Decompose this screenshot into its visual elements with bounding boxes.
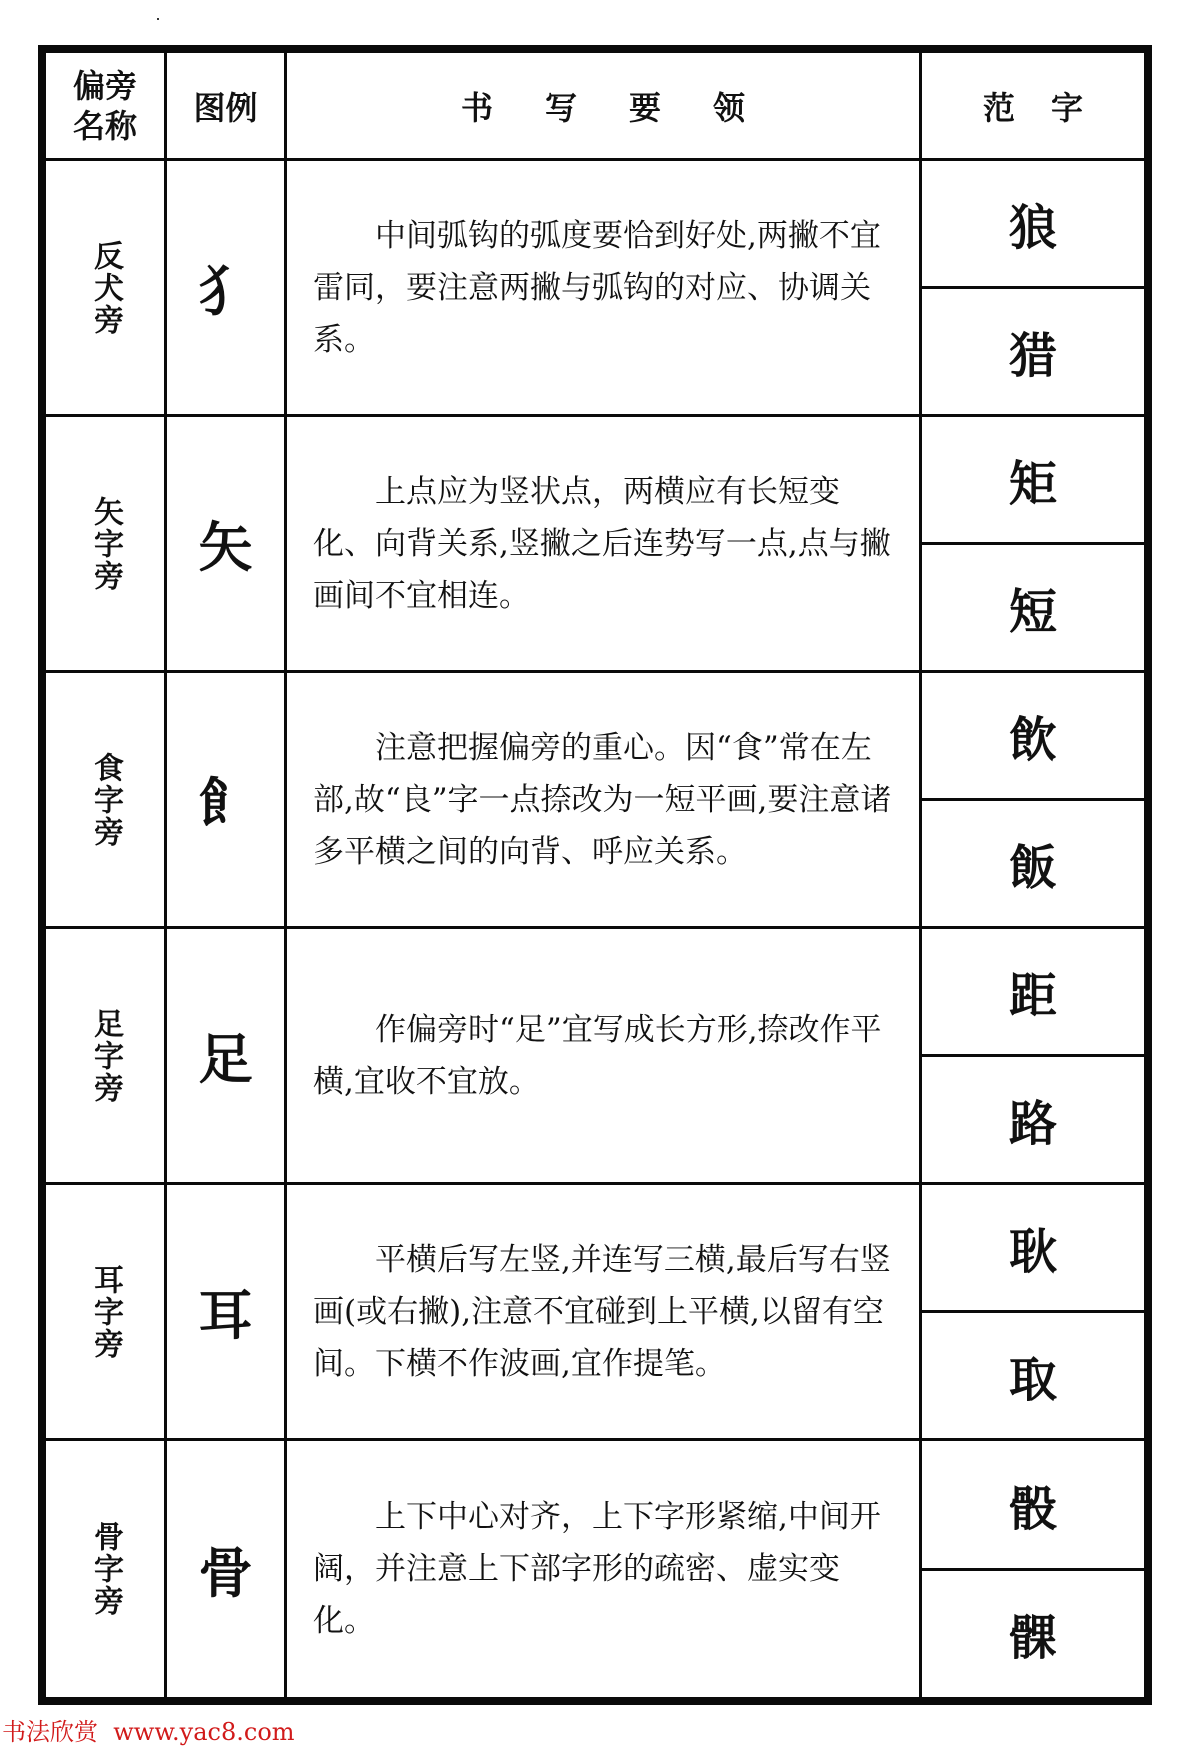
sample-char: 取 — [922, 1310, 1144, 1438]
example-cell — [167, 1185, 287, 1441]
guide-text: 注意把握偏旁的重心。因“食”常在左部,故“良”字一点捺改为一短平画,要注意诸多平横之间的向背、呼应关系。 — [313, 729, 892, 870]
guide-cell — [287, 929, 922, 1185]
guide-cell — [287, 1441, 922, 1697]
radical-example-glyph: 矢 — [198, 515, 253, 579]
radical-name: 反犬旁 — [88, 239, 123, 336]
radical-name: 食字旁 — [88, 751, 123, 848]
header-writing-guide — [287, 53, 922, 161]
sample-char: 飯 — [922, 798, 1144, 926]
radical-name-cell — [46, 1441, 167, 1697]
header-guide-char: 写 — [544, 88, 577, 127]
radical-example-glyph: 骨 — [198, 1540, 253, 1605]
header-sample-char: 范 — [982, 88, 1015, 127]
header-guide-char: 要 — [629, 88, 662, 127]
guide-text: 平横后写左竖,并连写三横,最后写右竖画(或右撇),注意不宜碰到上平横,以留有空间。下横不作波画,宜作提笔。 — [313, 1241, 891, 1382]
radical-name: 矢字旁 — [88, 495, 123, 592]
guide-text: 上下中心对齐，上下字形紧缩,中间开阔，并注意上下部字形的疏密、虚实变化。 — [313, 1499, 881, 1639]
samples-cell — [922, 1185, 1144, 1441]
radical-guide-table — [38, 45, 1152, 1705]
samples-cell — [922, 417, 1144, 673]
samples-cell — [922, 673, 1144, 929]
guide-cell — [287, 1185, 922, 1441]
example-cell — [167, 1441, 287, 1697]
samples-cell — [922, 929, 1144, 1185]
sample-char: 飲 — [1008, 712, 1057, 768]
guide-cell — [287, 161, 922, 417]
sample-char: 猎 — [922, 286, 1144, 414]
radical-name-cell — [46, 929, 167, 1185]
site-watermark: 书法欣赏 www.yac8.com — [2, 1718, 295, 1746]
sample-char: 矩 — [1008, 456, 1057, 512]
header-radical-name — [46, 53, 167, 161]
header-example: 图例 — [167, 53, 287, 161]
sample-char: 短 — [922, 542, 1144, 670]
radical-example-glyph: 足 — [198, 1027, 253, 1091]
sample-char: 耿 — [1008, 1224, 1057, 1280]
radical-name: 耳字旁 — [88, 1263, 123, 1360]
radical-name-cell — [46, 417, 167, 673]
example-cell — [167, 417, 287, 673]
header-guide-char: 书 — [460, 88, 493, 127]
example-cell — [167, 161, 287, 417]
header-guide-char: 领 — [713, 88, 746, 127]
radical-name: 足字旁 — [88, 1007, 123, 1104]
sample-char: 距 — [1008, 968, 1057, 1024]
samples-cell — [922, 161, 1144, 417]
guide-text: 中间弧钩的弧度要恰到好处,两撇不宜雷同，要注意两撇与弧钩的对应、协调关系。 — [313, 217, 881, 358]
radical-example-glyph: 犭 — [198, 259, 253, 323]
example-cell — [167, 929, 287, 1185]
radical-name: 骨字旁 — [88, 1521, 123, 1617]
radical-name-cell — [46, 673, 167, 929]
sample-char: 髁 — [922, 1568, 1144, 1698]
header-sample-char: 字 — [1051, 88, 1084, 127]
radical-name-cell — [46, 161, 167, 417]
header-radical-name-line1: 偏旁 — [72, 66, 137, 105]
scan-speck — [157, 18, 159, 20]
samples-cell — [922, 1441, 1144, 1697]
header-sample-chars — [922, 53, 1144, 161]
sample-char: 狼 — [1008, 200, 1057, 256]
guide-text: 作偏旁时“足”宜写成长方形,捺改作平横,宜收不宜放。 — [313, 1011, 882, 1100]
radical-example-glyph: 耳 — [198, 1283, 253, 1347]
sample-char: 骰 — [1008, 1480, 1057, 1537]
guide-cell — [287, 417, 922, 673]
guide-text: 上点应为竖状点，两横应有长短变化、向背关系,竖撇之后连势写一点,点与撇画间不宜相连。 — [313, 473, 891, 614]
radical-name-cell — [46, 1185, 167, 1441]
header-radical-name-line2: 名称 — [72, 106, 137, 145]
sample-char: 路 — [922, 1054, 1144, 1182]
example-cell — [167, 673, 287, 929]
guide-cell — [287, 673, 922, 929]
radical-example-glyph: 飠 — [198, 771, 253, 835]
